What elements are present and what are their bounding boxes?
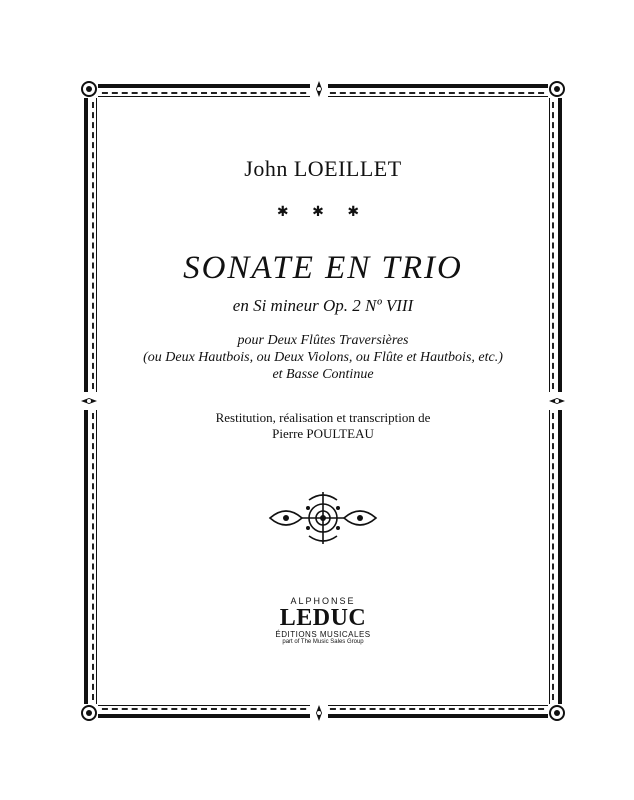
asterism-ornament: ✱ ✱ ✱ bbox=[276, 205, 370, 220]
publisher-editions: ÉDITIONS MUSICALES bbox=[275, 630, 371, 639]
publisher-leduc: LEDUC bbox=[279, 605, 367, 631]
rosette-ornament-icon bbox=[310, 80, 328, 98]
instrumentation-line: et Basse Continue bbox=[272, 367, 374, 382]
floral-vignette-icon bbox=[266, 488, 380, 548]
composer-name bbox=[100, 156, 546, 182]
work-subtitle: en Si mineur Op. 2 Nº VIII bbox=[232, 296, 414, 315]
rosette-ornament-icon bbox=[548, 80, 566, 98]
rosette-ornament-icon bbox=[80, 704, 98, 722]
page-title: SONATE EN TRIO bbox=[183, 250, 463, 286]
instrumentation-line: pour Deux Flûtes Traversières bbox=[237, 333, 409, 348]
publisher-group: part of The Music Sales Group bbox=[282, 639, 364, 645]
rosette-ornament-icon bbox=[80, 392, 98, 410]
composer-last-name: LOEILLET bbox=[293, 156, 402, 181]
rosette-ornament-icon bbox=[548, 704, 566, 722]
credit-line: Restitution, réalisation et transcription de bbox=[215, 410, 431, 425]
rosette-ornament-icon bbox=[80, 80, 98, 98]
publisher-alphonse: ALPHONSE bbox=[290, 596, 356, 606]
editor-name: Pierre POULTEAU bbox=[272, 426, 374, 441]
composer-first-name: John bbox=[244, 156, 288, 181]
instrumentation-line: (ou Deux Hautbois, ou Deux Violons, ou Flûte et Hautbois, etc.) bbox=[143, 350, 503, 365]
rosette-ornament-icon bbox=[310, 704, 328, 722]
rosette-ornament-icon bbox=[548, 392, 566, 410]
publisher-logo bbox=[100, 596, 546, 645]
